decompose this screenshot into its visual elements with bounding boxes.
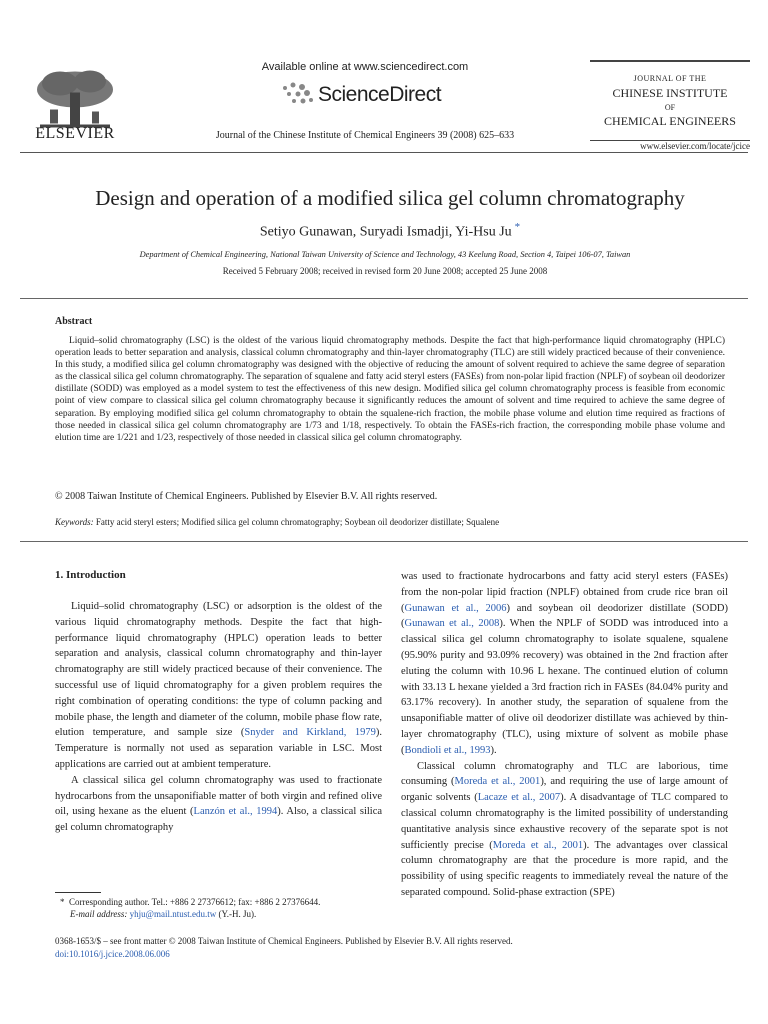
intro-paragraph-2-continued: was used to fractionate hydrocarbons and fatty acid steryl esters (FASEs) from the non-polar lipid fraction (NPLF) obtained from crude rice bran oil (Gunawan et al., 2006) and soybean oil deodorizer distillate (SODD) (Gunawan et al., 2008). When the NPLF of SODD was introduced into a classical silica gel column chromatography to isolate squalene, squalene (95.90% purity and 93.09% recovery) was obtained in the 2nd fraction after eluting the column with 10.96 L hexane. The continued elution of column with 33.13 L hexane yielded a 3rd fraction rich in FASEs (84.04% purity and 63.17% recovery). In another study, the separation of squalene from the unsaponifiable matter of olive oil deodorizer distillate was achieved by thin-layer chromatography (TLC), using mixture of solvent as mobile phase (Bondioli et al., 1993).: [401, 571, 728, 756]
journal-box-line3: OF: [664, 103, 676, 112]
journal-box-line4: CHEMICAL ENGINEERS: [604, 114, 736, 128]
journal-reference: Journal of the Chinese Institute of Chemical Engineers 39 (2008) 625–633: [215, 130, 515, 141]
intro-paragraph-1: Liquid–solid chromatography (LSC) or adsorption is the oldest of the various liquid chromatography methods. Despite the fact that high-performance liquid chromatography (HPLC) operation leads to better separation and analysis, classical column chromatography and thin-layer chromatography are still widely practiced because of their convenience. The successful use of liquid chromatography for a given problem requires the right combination of operating conditions: the type of column packing and mobile phase, the length and diameter of the column, mobile phase flow rate, elution temperature, and sample size (Snyder and Kirkland, 1979). Temperature is normally not used as separation variable in LSC. Most applications are carried out at ambient temperature.: [55, 601, 382, 770]
footnote-contact-line: * Corresponding author. Tel.: +886 2 27376612; fax: +886 2 27376644.: [60, 897, 321, 907]
header-divider: [20, 152, 748, 153]
citation-link[interactable]: Bondioli et al., 1993: [404, 744, 491, 756]
abstract-top-divider: [20, 298, 748, 299]
citation-link[interactable]: Snyder and Kirkland, 1979: [244, 727, 376, 739]
journal-box-line1: JOURNAL OF THE: [633, 74, 707, 83]
abstract-copyright: © 2008 Taiwan Institute of Chemical Engineers. Published by Elsevier B.V. All rights reserved.: [55, 491, 438, 502]
citation-link[interactable]: Moreda et al., 2001: [492, 839, 584, 851]
citation-link[interactable]: Gunawan et al., 2008: [404, 618, 500, 630]
citation-link[interactable]: Lacaze et al., 2007: [477, 792, 561, 804]
citation-link[interactable]: Gunawan et al., 2006: [404, 602, 507, 614]
email-link[interactable]: yhju@mail.ntust.edu.tw: [129, 909, 217, 919]
intro-paragraph-3: Classical column chromatography and TLC are laborious, time consuming (Moreda et al., 2001), and requiring the use of large amount of organic solvents (Lacaze et al., 2007). A disadvantage of TLC compared to classical column chromatography is the limited possibility of understanding quantitative analysis since exhaustive recovery of the separate spot is not sufficiently precise (Moreda et al., 2001). The advantages over classical column chromatography are that the procedure is more rapid, and the possibility of using specific reagents to immediately reveal the nature of the separated compound. Solid-phase extraction (SPE): [401, 760, 729, 898]
body-column-left: [55, 599, 382, 836]
keywords-label: Keywords:: [55, 517, 94, 527]
corresponding-author-mark[interactable]: *: [514, 221, 521, 233]
journal-url-link[interactable]: www.elsevier.com/locate/jcice: [640, 141, 750, 151]
authors-text: Setiyo Gunawan, Suryadi Ismadji, Yi-Hsu Ju: [259, 224, 512, 240]
footnote-rule: [55, 892, 101, 893]
intro-paragraph-2: A classical silica gel column chromatography was used to fractionate hydrocarbons from the unsaponifiable matter of both virgin and refined olive oil, using hexane as the eluent (Lanzón et al., 1994). Also, a classical silica gel column chromatography: [55, 774, 383, 834]
publisher-name: ELSEVIER: [35, 125, 115, 142]
journal-title-box: [590, 60, 750, 141]
corresponding-author-footnote: [60, 896, 390, 920]
citation-link[interactable]: Moreda et al., 2001: [454, 776, 541, 788]
keywords-line: [55, 517, 725, 527]
abstract-text: Liquid–solid chromatography (LSC) is the oldest of the various liquid chromatography methods. Despite the fact that high-performance liquid chromatography (HPLC) operation leads to better separation and analysis, classical column chromatography and thin-layer chromatography (TLC) are still widely practiced because of their convenience. In this study, a modified silica gel column chromatography was designed with the objective of reducing the amount of solvent required to achieve the same degree of separation as the classical silica gel column chromatography. The separation of squalene and fatty acid steryl esters (FASEs) from non-polar lipid fraction (NPLF) of soybean oil deodorizer distillate (SODD) was employed as a model system to test the effectiveness of this new design. Modified silica gel column chromatography process is feasible from economic point of view compare to classical silica gel column chromatography because it significantly reduces the amount of solvent and time required to achieve the same degree of separation. By employing modified silica gel column chromatography to obtain the squalene-rich fraction, the mobile phase volume and elution time required as fractions of those needed in classical silica gel column chromatography are 1/73 and 1/18, respectively. To obtain the FASEs-rich fraction, the corresponding mobile phase volume and elution time are 1/221 and 1/23, respectively of those needed in classical silica gel column chromatography.: [55, 336, 725, 443]
body-column-right: [401, 569, 728, 901]
front-matter-footer: [55, 935, 655, 961]
section-heading-introduction: 1. Introduction: [55, 569, 126, 581]
author-affiliation: Department of Chemical Engineering, National Taiwan University of Science and Technology, 43 Keelung Road, Section 4, Taipei 106-07, Taiwan: [139, 250, 631, 259]
keywords-text: Fatty acid steryl esters; Modified silica gel column chromatography; Soybean oil deodorizer distillate; Squalene: [95, 517, 500, 527]
article-authors: [20, 221, 760, 241]
footnote-email-line: E-mail address: yhju@mail.ntust.edu.tw (Y.-H. Ju).: [70, 909, 257, 919]
available-online-text[interactable]: Available online at www.sciencedirect.com: [261, 61, 469, 73]
abstract-bottom-divider: [20, 541, 748, 542]
article-title: Design and operation of a modified silica gel column chromatography: [95, 186, 685, 210]
email-label: E-mail address:: [70, 909, 128, 919]
doi-link[interactable]: doi:10.1016/j.jcice.2008.06.006: [55, 949, 170, 959]
citation-link[interactable]: Lanzón et al., 1994: [193, 806, 278, 818]
journal-box-line2: CHINESE INSTITUTE: [612, 86, 728, 100]
abstract-heading: Abstract: [55, 316, 93, 327]
sciencedirect-wordmark: ScienceDirect: [318, 83, 442, 106]
received-dates: Received 5 February 2008; received in revised form 20 June 2008; accepted 25 June 2008: [222, 266, 548, 276]
front-matter-line: 0368-1653/$ – see front matter © 2008 Taiwan Institute of Chemical Engineers. Published by Elsevier B.V. All rights reserved.: [55, 936, 513, 946]
